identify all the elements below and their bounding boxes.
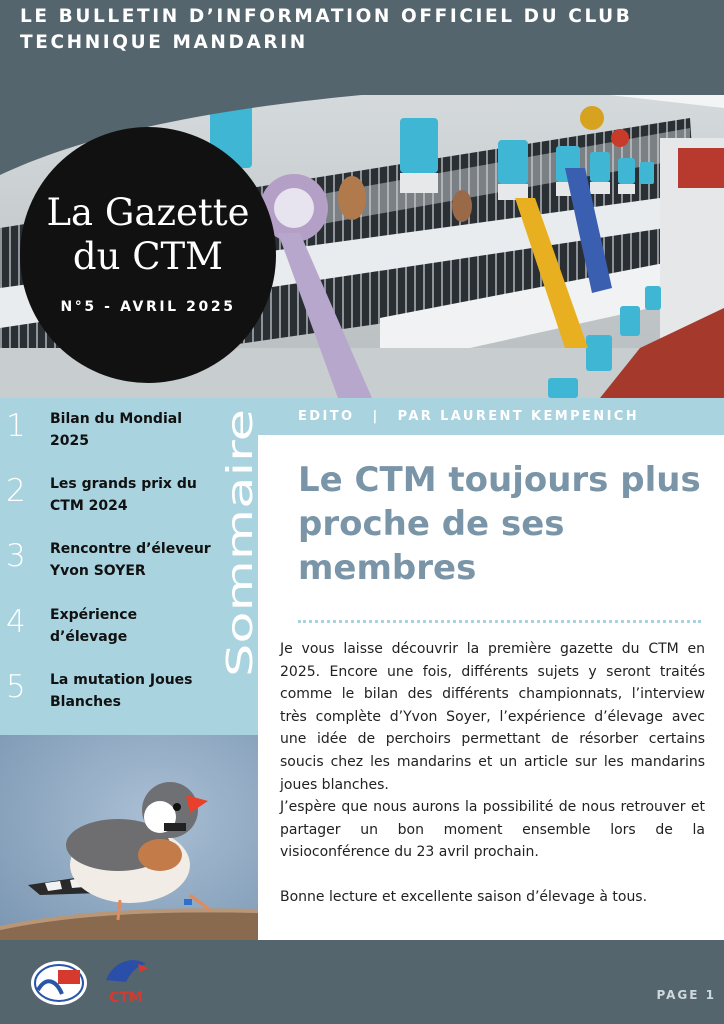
sommaire-heading — [214, 405, 262, 677]
toc-label: Expérience d’élevage — [50, 607, 138, 645]
edito-separator: | — [372, 409, 380, 424]
toc-number: 2 — [6, 473, 26, 509]
gazette-title-line1: La Gazette — [46, 191, 250, 234]
edito-label: EDITO — [298, 409, 355, 424]
toc-item-2[interactable] — [0, 471, 220, 521]
toc-number: 1 — [6, 408, 26, 444]
toc-item-3[interactable] — [0, 536, 220, 586]
toc-label: Les grands prix du CTM 2024 — [50, 476, 197, 514]
toc-label: Rencontre d’éleveur Yvon SOYER — [50, 541, 211, 579]
toc-item-1[interactable] — [0, 406, 220, 456]
edito-paragraph-2: J’espère que nous aurons la possibilité de nous retrouver et partager un bon moment ensemble lors de la visioconférence du 23 avril prochain. — [280, 799, 705, 861]
edito-bar — [258, 398, 724, 435]
dotted-divider — [298, 620, 701, 623]
issue-number: N°5 - AVRIL 2025 — [60, 299, 236, 315]
bulletin-title: LE BULLETIN D’INFORMATION OFFICIEL DU CLUB TECHNIQUE MANDARIN — [20, 6, 633, 53]
page-number: PAGE 1 — [656, 988, 716, 1002]
toc-number: 4 — [6, 604, 26, 640]
toc-item-4[interactable] — [0, 602, 220, 652]
edito-paragraph-1: Je vous laisse découvrir la première gazette du CTM en 2025. Encore une fois, différents sujets y seront traités comme le bilan des différents championnats, l’interview très complète d’Yvon Soyer, l’expérience d’élevage avec une idée de perchoirs permettant de résorber certains soucis chez les mandarins et un article sur les mandarins joues blanches. — [280, 641, 705, 793]
edito-headline: Le CTM toujours plus proche de ses membres — [298, 460, 701, 588]
edito-body — [280, 638, 705, 909]
toc-number: 3 — [6, 538, 26, 574]
uof-logo — [28, 958, 90, 1008]
toc-number: 5 — [6, 669, 26, 705]
sommaire-title: Sommaire — [220, 493, 261, 677]
ctm-logo — [100, 950, 152, 1008]
toc-label: La mutation Joues Blanches — [50, 672, 193, 710]
edito-author: PAR LAURENT KEMPENICH — [397, 409, 640, 424]
zebra-finch-photo — [0, 735, 258, 940]
gazette-title-line2: du CTM — [72, 235, 224, 278]
edito-paragraph-3: Bonne lecture et excellente saison d’élevage à tous. — [280, 888, 648, 905]
ctm-logo-text: CTM — [109, 990, 143, 1006]
toc-item-5[interactable] — [0, 667, 220, 717]
masthead-circle — [20, 127, 276, 383]
toc-label: Bilan du Mondial 2025 — [50, 411, 183, 449]
